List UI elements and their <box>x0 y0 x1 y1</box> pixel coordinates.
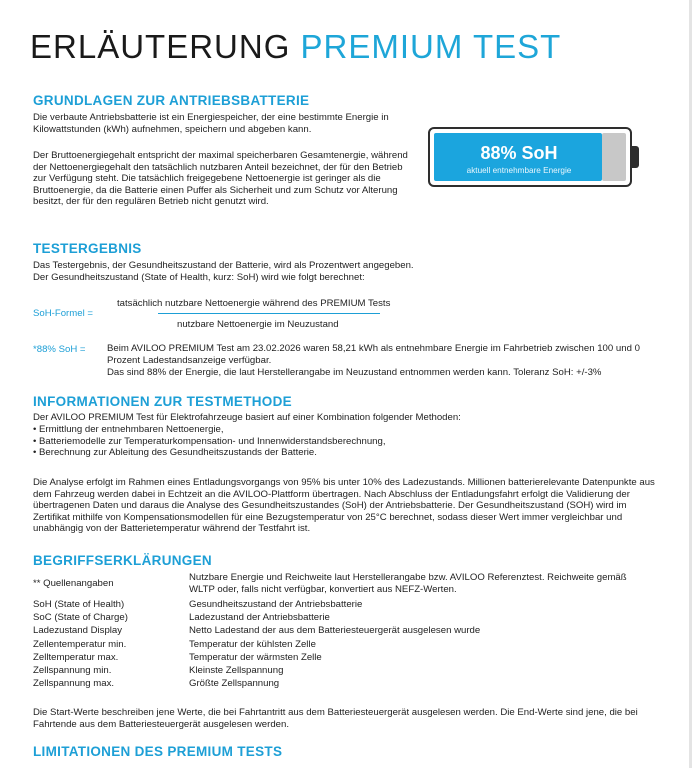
term-label: Ladezustand Display <box>33 625 123 636</box>
battery-graphic <box>428 127 632 187</box>
formula-denominator: nutzbare Nettoenergie im Neuzustand <box>177 319 339 330</box>
methode-intro: Der AVILOO PREMIUM Test für Elektrofahrzeuge basiert auf einer Kombination folgender Methoden: <box>33 412 461 423</box>
term-label: Zelltemperatur max. <box>33 652 119 663</box>
methode-bullet: • Batteriemodelle zur Temperaturkompensation- und Innenwiderstandsberechnung, <box>33 436 653 448</box>
grundlagen-paragraph-1: Die verbaute Antriebsbatterie ist ein Energiespeicher, der eine bestimmte Energie in Kilowattstunden (kWh) aufnehmen, speichern und abgeben kann. <box>33 112 389 135</box>
methode-bullet: • Berechnung zur Ableitung des Gesundheitszustands der Batterie. <box>33 447 653 459</box>
methode-paragraph-2: Die Analyse erfolgt im Rahmen eines Entladungsvorgangs von 95% bis unter 10% des Ladezustands. Millionen batterierelevante Datenpunkte aus dem Fahrzeug werden dabei in Echtzeit an die AVILOO-Plattform übertragen. Nach Abschluss der Entladungsfahrt erfolgt die Validierung der übertragenen Daten und daraus die Analyse des Gesundheitszustandes (SoH) der Antriebsbatterie. Der Gesundheitszustand (SOH) wird im Zertifikat mithilfe von Kompensationsmodellen für eine Bezugstemperatur von 25°C berechnet, sodass dieser Wert immer vergleichbar und unabhängig von der Batterietemperatur während der Testfahrt ist. <box>33 477 655 535</box>
title-part-1: ERLÄUTERUNG <box>30 28 291 65</box>
battery-empty-part <box>602 133 626 181</box>
term-label: Zellspannung max. <box>33 678 115 689</box>
heading-limitationen: LIMITATIONEN DES PREMIUM TESTS <box>33 744 283 759</box>
battery-soh-value: 88% SoH <box>480 143 558 163</box>
soh-result-label: *88% SoH = <box>33 344 86 355</box>
page-title <box>30 28 561 66</box>
term-label: SoH (State of Health) <box>33 599 125 610</box>
term-definition: Temperatur der kühlsten Zelle <box>189 639 316 650</box>
term-label: SoC (State of Charge) <box>33 612 128 623</box>
battery-subtitle: aktuell entnehmbare Energie <box>466 166 572 175</box>
soh-result-text-2: Das sind 88% der Energie, die laut Herstellerangabe im Neuzustand entnommen werden kann. Toleranz SoH: +/-3% <box>107 367 602 378</box>
term-definition: Nutzbare Energie und Reichweite laut Herstellerangabe bzw. AVILOO Referenztest. Reichweite gemäß WLTP oder, falls nicht verfügbar, konvertiert aus NEFZ-Werten. <box>189 572 627 595</box>
term-definition: Gesundheitszustand der Antriebsbatterie <box>189 599 363 610</box>
term-definition: Größte Zellspannung <box>189 678 280 689</box>
testergebnis-paragraph-1: Das Testergebnis, der Gesundheitszustand der Batterie, wird als Prozentwert angegeben. <box>33 260 414 271</box>
title-part-2: PREMIUM TEST <box>300 28 562 65</box>
term-definition: Netto Ladestand der aus dem Batteriesteuergerät ausgelesen wurde <box>189 625 481 636</box>
formula-fraction-line <box>158 313 380 314</box>
heading-testergebnis: TESTERGEBNIS <box>33 241 142 256</box>
heading-grundlagen: GRUNDLAGEN ZUR ANTRIEBSBATTERIE <box>33 93 310 108</box>
term-definition: Ladezustand der Antriebsbatterie <box>189 612 330 623</box>
soh-result-text-1: Beim AVILOO PREMIUM Test am 23.02.2026 waren 58,21 kWh als entnehmbare Energie im Fahrbetrieb zwischen 100 und 0 Prozent Ladestandsanzeige verfügbar. <box>107 343 640 366</box>
soh-formula-label: SoH-Formel = <box>33 308 93 319</box>
testergebnis-paragraph-2: Der Gesundheitszustand (State of Health, kurz: SoH) wird wie folgt berechnet: <box>33 272 365 283</box>
term-label: Zellentemperatur min. <box>33 639 127 650</box>
formula-numerator: tatsächlich nutzbare Nettoenergie während des PREMIUM Tests <box>117 298 391 309</box>
grundlagen-paragraph-2: Der Bruttoenergiegehalt entspricht der maximal speicherbaren Gesamtenergie, während der Nettoenergiegehalt den tatsächlich nutzbaren Anteil bezeichnet, der für den Betrieb zur Verfügung steht. Die tatsächlich freigegebene Nettoenergie ist geringer als die Bruttoenergie, da die Batterie einen Puffer als Sicherheit und zum Schutz vor Alterung besitzt, der für den regulären Betrieb nicht genutzt wird. <box>33 150 408 208</box>
battery-terminal <box>632 146 639 168</box>
heading-begriffe: BEGRIFFSERKLÄRUNGEN <box>33 553 212 568</box>
term-label: ** Quellenangaben <box>33 578 114 589</box>
term-definition: Kleinste Zellspannung <box>189 665 284 676</box>
methode-bullet: • Ermittlung der entnehmbaren Nettoenergie, <box>33 424 653 436</box>
term-definition: Temperatur der wärmsten Zelle <box>189 652 322 663</box>
methode-list <box>33 424 653 459</box>
heading-testmethode: INFORMATIONEN ZUR TESTMETHODE <box>33 394 292 409</box>
term-label: Zellspannung min. <box>33 665 112 676</box>
begriffe-note: Die Start-Werte beschreiben jene Werte, die bei Fahrtantritt aus dem Batteriesteuergerät ausgelesen werden. Die End-Werte sind jene, die bei Fahrtende aus dem Batteriesteuergerät ausgelesen werden. <box>33 707 638 730</box>
